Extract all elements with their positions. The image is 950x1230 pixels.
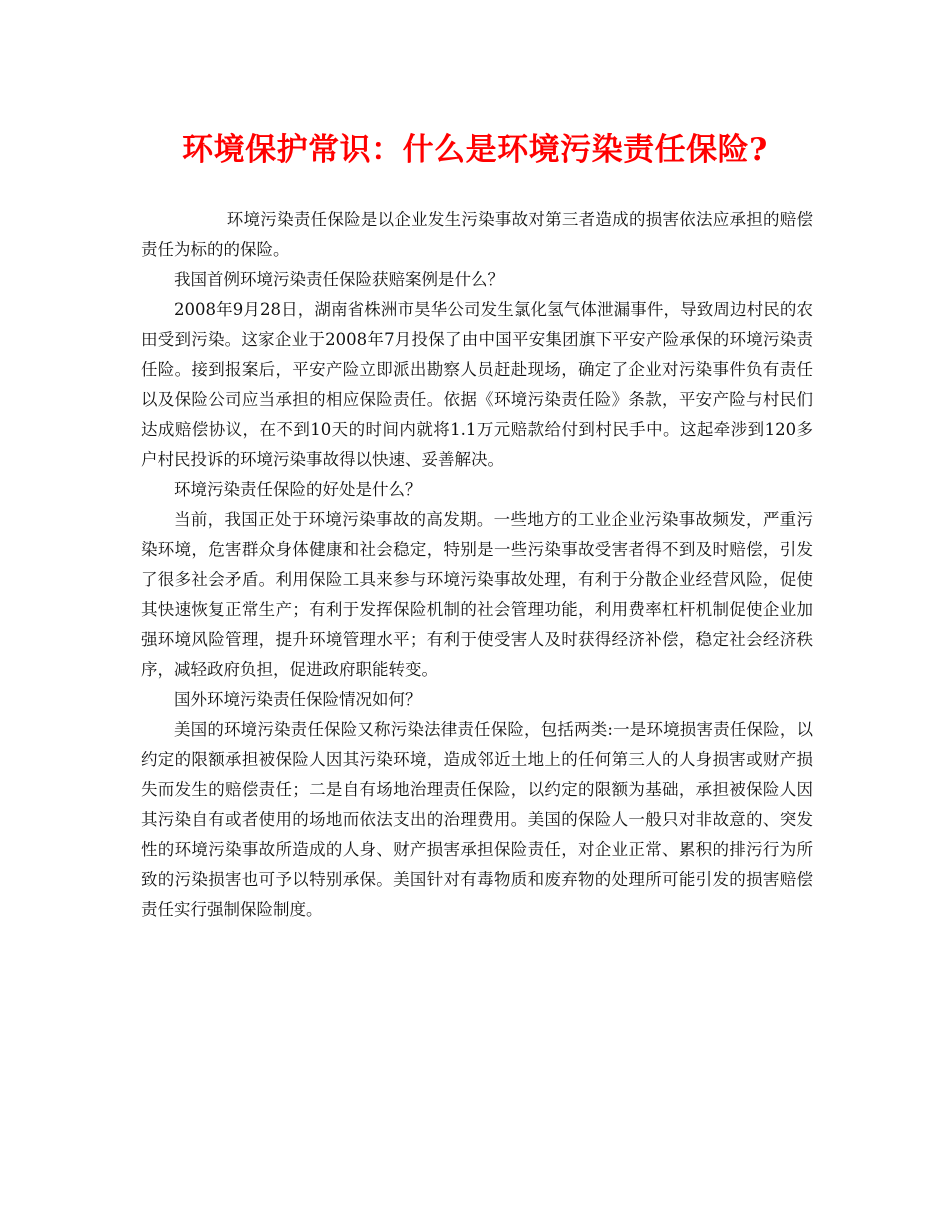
paragraph-question-benefits: 环境污染责任保险的好处是什么？ xyxy=(174,480,422,499)
paragraph-first-case: 2008年9月28日，湖南省株洲市昊华公司发生氯化氢气体泄漏事件，导致周边村民的农田受到污染。这家企业于2008年7月投保了由中国平安集团旗下平安产险承保的环境污染责任险。接到报案后，平安产险立即派出勘察人员赶赴现场，确定了企业对污染事件负有责任以及保险公司应当承担的相应保险责任。依据《环境污染责任险》条款，平安产险与村民们达成赔偿协议，在不到10天的时间内就将1.1万元赔款给付到村民手中。这起牵涉到120多户村民投诉的环境污染事故得以快速、妥善解决。 xyxy=(141,300,813,469)
document-title: 环境保护常识：什么是环境污染责任保险? xyxy=(182,132,768,168)
paragraph-question-first-case: 我国首例环境污染责任保险获赔案例是什么？ xyxy=(174,270,504,289)
paragraph-definition: 环境污染责任保险是以企业发生污染事故对第三者造成的损害依法应承担的赔偿责任为标的的保险。 xyxy=(141,210,813,259)
paragraph-question-foreign: 国外环境污染责任保险情况如何？ xyxy=(174,690,422,709)
document-body xyxy=(141,205,813,925)
paragraph-foreign: 美国的环境污染责任保险又称污染法律责任保险，包括两类:一是环境损害责任保险，以约定的限额承担被保险人因其污染环境，造成邻近土地上的任何第三人的人身损害或财产损失而发生的赔偿责任；二是自有场地治理责任保险，以约定的限额为基础，承担被保险人因其污染自有或者使用的场地而依法支出的治理费用。美国的保险人一般只对非故意的、突发性的环境污染事故所造成的人身、财产损害承担保险责任，对企业正常、累积的排污行为所致的污染损害也可予以特别承保。美国针对有毒物质和废弃物的处理所可能引发的损害赔偿责任实行强制保险制度。 xyxy=(141,720,813,919)
paragraph-benefits: 当前，我国正处于环境污染事故的高发期。一些地方的工业企业污染事故频发，严重污染环境，危害群众身体健康和社会稳定，特别是一些污染事故受害者得不到及时赔偿，引发了很多社会矛盾。利用保险工具来参与环境污染事故处理，有利于分散企业经营风险，促使其快速恢复正常生产；有利于发挥保险机制的社会管理功能，利用费率杠杆机制促使企业加强环境风险管理，提升环境管理水平；有利于使受害人及时获得经济补偿，稳定社会经济秩序，减轻政府负担，促进政府职能转变。 xyxy=(141,510,813,679)
